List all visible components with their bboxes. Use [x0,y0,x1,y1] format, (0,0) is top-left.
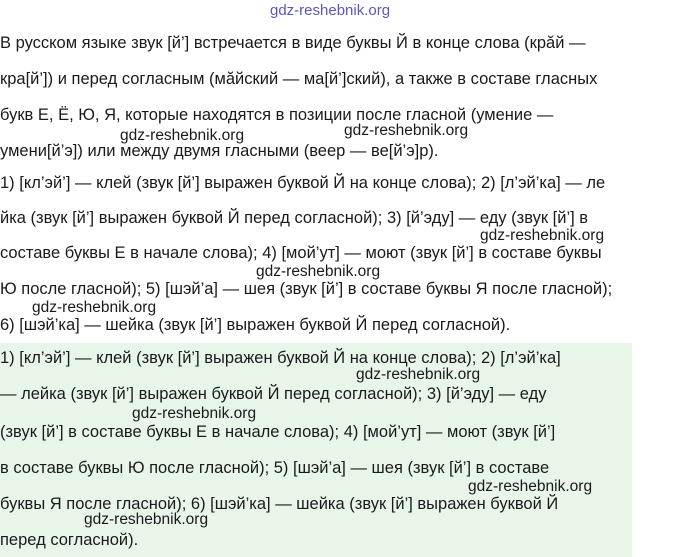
answer-line: 6) [шэй’ка] — шейка (звук [й’] выражен буквой Й перед согласной). [0,316,511,334]
answer-line: 1) [кл’эй’] — клей (звук [й’] выражен буквой Й на конце слова); 2) [л’эй’ка] — ле [0,174,606,192]
answer-box-line: — лейка (звук [й’] выражен буквой Й перед согласной); 3) [й’эду] — еду [0,385,547,403]
answer-box-line: перед согласной). [0,531,139,549]
watermark: gdz-reshebnik.org [480,227,605,244]
watermark: gdz-reshebnik.org [356,366,481,383]
answer-line: составе буквы Е в начале слова); 4) [мой’ут] — моют (звук [й’] в составе буквы [0,244,602,262]
answer-box-line: в составе буквы Ю после гласной); 5) [шэй’а] — шея (звук [й’] в составе [0,459,550,477]
watermark: gdz-reshebnik.org [256,263,381,280]
theory-line: В русском языке звук [й’] встречается в виде буквы Й в конце слова (крӑй — [0,34,586,52]
watermark: gdz-reshebnik.org [32,299,157,316]
watermark: gdz-reshebnik.org [344,122,469,139]
answer-box-line: буквы Я после гласной); 6) [шэй’ка] — шейка (звук [й’] выражен буквой Й [0,495,559,513]
answer-line: Ю после гласной); 5) [шэй’а] — шея (звук [й’] в составе буквы Я после гласной); [0,280,613,298]
theory-line: букв Е, Ё, Ю, Я, которые находятся в позиции после гласной (умение — [0,106,554,124]
watermark: gdz-reshebnik.org [468,478,593,495]
answer-box-line: (звук [й’] в составе буквы Е в начале слова); 4) [мой’ут] — моют (звук [й’] [0,423,556,441]
watermark: gdz-reshebnik.org [120,127,245,144]
theory-line: умени[й’э]) или между двумя гласными (веер — ве[й’э]р). [0,142,439,160]
watermark-top: gdz-reshebnik.org [270,2,391,19]
watermark: gdz-reshebnik.org [132,405,257,422]
watermark: gdz-reshebnik.org [84,511,209,528]
theory-line: кра[й’]) и перед согласным (мӑйский — ма[й’]ский), а также в составе гласных [0,70,598,88]
answer-line: йка (звук [й’] выражен буквой Й перед согласной); 3) [й’эду] — еду (звук [й’] в [0,209,589,227]
answer-box-line: 1) [кл’эй’] — клей (звук [й’] выражен буквой Й на конце слова); 2) [л’эй’ка] [0,349,561,367]
